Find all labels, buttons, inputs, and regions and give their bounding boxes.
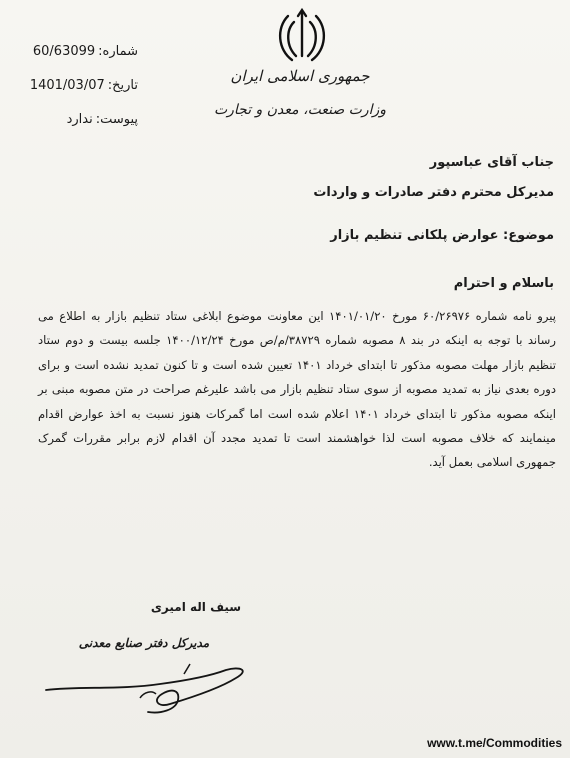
reference-attachment-value: ندارد <box>66 111 93 127</box>
reference-number-label: شماره: <box>98 43 138 59</box>
reference-date-row <box>8 68 138 102</box>
reference-number-value: 60/63099 <box>32 43 96 59</box>
reference-date-value: 1401/03/07 <box>29 77 105 93</box>
letterhead-country: جمهوری اسلامی ایران <box>230 67 370 85</box>
signer-name: سیف اله امیری <box>150 600 242 614</box>
handwritten-signature <box>40 640 260 720</box>
addressee-name: جناب آقای عباسپور <box>429 155 554 170</box>
signer-title: مدیرکل دفتر صنایع معدنی <box>78 636 210 650</box>
iran-emblem-icon <box>272 6 332 66</box>
letterhead-ministry: وزارت صنعت، معدن و تجارت <box>213 102 387 118</box>
addressee <box>34 148 554 208</box>
greeting: باسلام و احترام <box>453 276 554 291</box>
channel-watermark: www.t.me/Commodities <box>427 736 562 750</box>
reference-block <box>8 34 138 136</box>
reference-number-row <box>8 34 138 68</box>
reference-attachment-row <box>8 102 138 136</box>
addressee-title: مدیرکل محترم دفتر صادرات و واردات <box>313 185 554 200</box>
letter-body: پیرو نامه شماره ۶۰/۲۶۹۷۶ مورخ ۱۴۰۱/۰۱/۲۰ این معاونت موضوع ابلاغی ستاد تنظیم بازار به اطلاع می رساند با توجه به اینکه در بند ۸ مصوبه شماره ۳۸۷۲۹/م/ص مورخ ۱۴۰۰/۱۲/۲۴ جلسه بیست و دوم ستاد تنظیم بازار مهلت مصوبه مذکور تا ابتدای خرداد ۱۴۰۱ تعیین شده است و تا کنون تمدید نشده است و برای دوره بعدی نیاز به تمدید مصوبه از سوی ستاد تنظیم بازار می باشد علیرغم صراحت در متن مصوبه مبنی بر اینکه مصوبه مذکور تا ابتدای خرداد ۱۴۰۱ اعلام شده است اما گمرکات هنوز نسبت به اخذ عوارض اقدام مینمایند که خلاف مصوبه است لذا خواهشمند است تا تمدید مجدد آن اقدام لازم برابر مقررات گمرک جمهوری اسلامی بعمل آید. <box>38 309 557 470</box>
reference-date-label: تاریخ: <box>107 77 138 93</box>
letterhead <box>200 66 400 120</box>
subject-line: موضوع: عوارض پلکانی تنظیم بازار <box>330 228 554 243</box>
reference-attachment-label: پیوست: <box>95 111 138 127</box>
